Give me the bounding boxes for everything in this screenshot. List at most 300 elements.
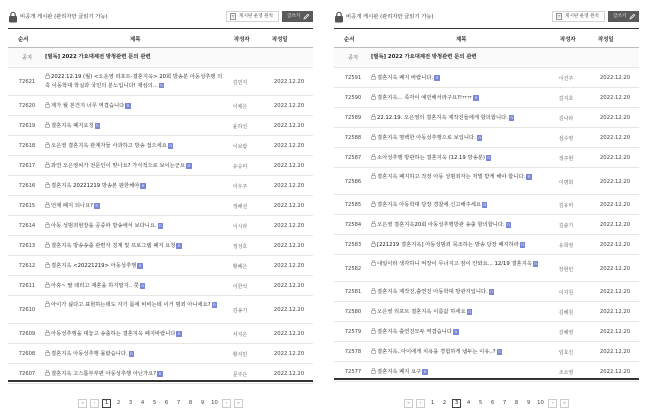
private-post-icon — [45, 370, 50, 376]
new-badge-icon: n — [95, 203, 99, 208]
column-header-title: 제목 — [130, 37, 141, 43]
post-date: 2022.12.20 — [273, 79, 305, 85]
post-title-link[interactable] — [45, 182, 227, 191]
post-title-text: 결혼지옥... 족각이 예민해서라구요?!ㅠㅠ — [377, 95, 473, 101]
page-4-button[interactable]: 4 — [140, 400, 145, 406]
post-author: 이명희 — [558, 180, 574, 186]
post-number: 72579 — [344, 329, 362, 335]
post-title-link[interactable] — [371, 94, 553, 103]
page-6-button[interactable]: 6 — [164, 400, 169, 406]
post-title-link[interactable] — [371, 260, 553, 269]
new-badge-icon: n — [160, 82, 163, 88]
pencil-icon — [629, 13, 636, 20]
private-post-icon — [371, 348, 376, 354]
last-page-button[interactable]: » — [234, 399, 243, 408]
table-row[interactable] — [8, 256, 313, 276]
pencil-icon — [303, 13, 310, 20]
table-header — [334, 28, 639, 48]
page-10-button[interactable]: 10 — [211, 400, 218, 406]
post-author: 이우주 — [232, 184, 248, 190]
post-title-text: 결혼지옥 폐지요청 — [51, 123, 94, 129]
private-post-icon — [371, 241, 376, 247]
table-row[interactable] — [8, 196, 313, 216]
post-date: 2022.12.20 — [273, 351, 305, 357]
document-icon — [556, 13, 562, 20]
post-date: 2022.12.20 — [599, 289, 631, 295]
column-header-title: 제목 — [456, 37, 467, 43]
column-header-number: 순서 — [344, 37, 355, 43]
post-number: 72612 — [18, 263, 36, 269]
notice-title[interactable]: [필독] 2022 가요대제전 방청관련 문의 관련 — [371, 54, 477, 60]
post-date: 2022.12.20 — [273, 331, 305, 337]
post-title-link[interactable] — [45, 142, 227, 151]
table-row[interactable] — [334, 88, 639, 108]
table-row[interactable] — [334, 168, 639, 195]
notice-title[interactable]: [필독] 2022 가요대제전 방청관련 문의 관련 — [45, 54, 151, 60]
table-row[interactable] — [8, 116, 313, 136]
private-post-icon — [45, 330, 50, 336]
board-access-note: 비공개 게시판 (관리자만 글읽기 가능) — [346, 14, 434, 20]
private-post-icon — [45, 222, 50, 228]
post-number: 72609 — [18, 331, 36, 337]
table-row[interactable] — [8, 236, 313, 256]
post-number: 72581 — [344, 289, 362, 295]
column-header-author: 작성자 — [234, 37, 250, 43]
lock-icon — [8, 11, 18, 23]
post-title-text: 22.12.19. 오은영의 결혼지옥 제작진들에게 항의합니다. — [377, 115, 508, 121]
prev-page-button[interactable]: ‹ — [90, 399, 99, 408]
post-number: 72618 — [18, 143, 36, 149]
new-badge-icon: n — [158, 371, 162, 376]
post-date: 2022.12.20 — [273, 223, 305, 229]
post-date: 2022.12.20 — [599, 179, 631, 185]
private-post-icon — [45, 182, 50, 188]
post-title-text: 결혼지옥 제작진,출연진 아동학대 방관자입니다. — [377, 289, 488, 295]
board-rules-label: 게시판 운영 원칙 — [239, 14, 273, 19]
post-date: 2022.12.20 — [599, 95, 631, 101]
post-author: 유희영 — [558, 243, 574, 249]
post-title-link[interactable] — [45, 162, 227, 171]
board-panel-left — [4, 0, 317, 414]
post-title-link[interactable] — [371, 221, 553, 230]
new-badge-icon: n — [169, 143, 172, 148]
post-title-link[interactable] — [371, 348, 553, 357]
post-number: 72589 — [344, 115, 362, 121]
private-post-icon — [371, 221, 376, 227]
new-badge-icon: n — [213, 302, 216, 307]
post-number: 72610 — [18, 307, 36, 313]
post-author: 이채은 — [232, 104, 248, 110]
post-table — [8, 28, 313, 384]
private-post-icon — [371, 154, 376, 160]
post-date: 2022.12.20 — [273, 283, 305, 289]
post-title-link[interactable] — [45, 262, 227, 271]
page-3-button[interactable]: 3 — [128, 400, 133, 406]
page-8-button[interactable]: 8 — [514, 400, 519, 406]
new-badge-icon: n — [498, 349, 501, 354]
new-badge-icon: n — [487, 155, 490, 160]
post-author: 문주은 — [232, 372, 248, 378]
post-author: 정성호 — [232, 244, 248, 250]
board-access-note: 비공개 게시판 (관리자만 글읽기 가능) — [20, 14, 108, 20]
post-title-text: 결혼지옥 출연진모두 역겹습니다 — [377, 329, 453, 335]
post-author: 임효진 — [558, 350, 574, 356]
write-label: 글쓰기 — [287, 14, 301, 19]
new-badge-icon: n — [521, 242, 524, 247]
column-header-date: 작성일 — [272, 37, 288, 43]
private-post-icon — [371, 308, 376, 314]
new-badge-icon: n — [141, 183, 145, 188]
post-number: 72591 — [344, 75, 362, 81]
post-title-text: 과연 오은영씨가 전문인이 맞나요? 가식적으로 보이는군요 — [51, 163, 186, 169]
post-author: 이시라 — [232, 224, 248, 230]
page-3-button[interactable]: 3 — [452, 399, 461, 408]
post-title-link[interactable] — [371, 368, 553, 377]
post-title-link[interactable] — [45, 330, 227, 339]
notice-label: 공지 — [347, 55, 359, 61]
post-title-text: 오은영 리포트 결혼지옥 이름값 하세요 — [377, 309, 466, 315]
post-number: 72616 — [18, 183, 36, 189]
post-date: 2022.12.20 — [599, 202, 631, 208]
post-date: 2022.12.20 — [273, 371, 305, 377]
post-title-text: 2022.12.19 (월) <오운영 리포트-결혼지옥> 20회 방송분 아동성추행 의혹 이동학대 학실과 국민의 분노입니다! 재심의... — [45, 74, 223, 89]
post-date: 2022.12.20 — [273, 103, 305, 109]
new-badge-icon: n — [177, 243, 181, 248]
board-topbar — [8, 10, 313, 24]
table-row[interactable] — [334, 235, 639, 255]
new-badge-icon: n — [534, 261, 537, 266]
new-badge-icon: n — [141, 283, 144, 288]
new-badge-icon: n — [474, 95, 478, 100]
post-date: 2022.12.20 — [273, 243, 305, 249]
table-row[interactable] — [8, 276, 313, 296]
post-title-text: 아이가 싫다고 표현하는데도 자기 몸에 비비는데 이거 범죄 아니에요? — [51, 302, 211, 308]
post-author: 심수영 — [558, 136, 574, 142]
private-post-icon — [371, 368, 376, 374]
post-number: 72580 — [344, 309, 362, 315]
post-title-link[interactable] — [45, 242, 227, 251]
post-date: 2022.12.20 — [273, 123, 305, 129]
post-title-link[interactable] — [45, 222, 227, 231]
post-title-link[interactable] — [45, 370, 227, 379]
table-row[interactable] — [8, 296, 313, 324]
post-title-link[interactable] — [371, 201, 553, 210]
lock-icon — [334, 11, 344, 23]
table-row[interactable] — [8, 156, 313, 176]
post-title-text: 아휴~ 딸 데리고 재혼을 하지말지.. 쯧 — [51, 283, 139, 289]
next-page-button[interactable]: › — [222, 399, 231, 408]
post-number: 72619 — [18, 123, 36, 129]
post-title-text: 결혼지옥 폐지하고 작정 아동 성범죄자는 처벌 받게 해야 합니다. — [377, 174, 526, 180]
new-badge-icon: n — [527, 174, 531, 179]
post-date: 2022.12.20 — [273, 203, 305, 209]
private-post-icon — [45, 122, 50, 128]
private-post-icon — [45, 202, 50, 208]
new-badge-icon: n — [126, 103, 130, 108]
post-number: 72588 — [344, 135, 362, 141]
private-post-icon — [371, 74, 376, 80]
table-row[interactable] — [334, 342, 639, 362]
post-date: 2022.12.20 — [599, 266, 631, 272]
post-title-text: 결혼지옥 방송송출 관련자 징계 및 프로그램 폐지 요청 — [51, 243, 176, 249]
document-icon — [230, 13, 236, 20]
post-author: 김지호 — [558, 96, 574, 102]
new-badge-icon: n — [187, 163, 191, 168]
post-date: 2022.12.20 — [599, 242, 631, 248]
page-5-button[interactable]: 5 — [152, 400, 157, 406]
post-author: 김송기 — [232, 308, 248, 314]
post-title-text: 제가 월 본건지 너무 역겹습니다 — [51, 103, 125, 109]
write-button[interactable] — [282, 11, 313, 22]
post-title-text: 결혼지옥..아이에게 치욕을 경험하게 냅두는 이유..? — [377, 349, 496, 355]
post-author: 김유미 — [558, 203, 574, 209]
post-author: 이한석 — [232, 284, 248, 290]
page-1-button[interactable]: 1 — [102, 399, 111, 408]
post-title-text: 결혼지옥 폐지 바랍니다. — [377, 75, 434, 81]
private-post-icon — [45, 162, 50, 168]
board-rules-button[interactable] — [226, 11, 279, 22]
post-title-text: 아동 성범죄현장을 공중파 방송에서 보다니요. — [51, 223, 157, 229]
post-author: 윤하선 — [232, 124, 248, 130]
post-author: 이지원 — [558, 290, 574, 296]
table-row[interactable] — [8, 68, 313, 96]
post-title-text: 결혼지옥 폐지 요구 — [377, 369, 422, 375]
new-badge-icon: n — [483, 202, 486, 207]
post-title-link[interactable] — [45, 301, 227, 310]
post-author: 장현민 — [558, 267, 574, 273]
table-row[interactable] — [8, 176, 313, 196]
page-7-button[interactable]: 7 — [502, 400, 507, 406]
column-header-date: 작성일 — [598, 37, 614, 43]
post-title-link[interactable] — [371, 308, 553, 317]
post-table — [334, 28, 639, 382]
new-badge-icon: n — [468, 309, 471, 314]
post-title-link[interactable] — [371, 173, 553, 182]
private-post-icon — [45, 301, 50, 307]
table-row[interactable] — [8, 136, 313, 156]
new-badge-icon: n — [454, 329, 458, 334]
board-panel-right — [330, 0, 643, 414]
post-number: 72621 — [18, 79, 36, 85]
new-badge-icon: n — [423, 369, 427, 374]
private-post-icon — [45, 242, 50, 248]
post-author: 유승미 — [232, 164, 248, 170]
new-badge-icon: n — [96, 123, 99, 128]
board-topbar — [334, 10, 639, 24]
new-badge-icon: n — [507, 222, 510, 227]
post-title-text: 언제 폐지 되나요? — [51, 203, 93, 209]
prev-page-button[interactable]: ‹ — [416, 399, 425, 408]
post-title-link[interactable] — [45, 102, 227, 111]
post-date: 2022.12.20 — [599, 349, 631, 355]
page-1-button[interactable]: 1 — [430, 400, 435, 406]
post-title-text: 소아성추행 방관하는 결혼지옥 (12.19 방송분) — [377, 155, 485, 161]
post-date: 2022.12.20 — [273, 307, 305, 313]
notice-label: 공지 — [21, 55, 33, 61]
private-post-icon — [45, 282, 50, 288]
page-5-button[interactable]: 5 — [478, 400, 483, 406]
private-post-icon — [371, 94, 376, 100]
table-row[interactable] — [334, 215, 639, 235]
private-post-icon — [371, 114, 376, 120]
table-row[interactable] — [8, 96, 313, 116]
post-author: 정해선 — [232, 204, 248, 210]
next-page-button[interactable]: › — [548, 399, 557, 408]
page-4-button[interactable]: 4 — [466, 400, 471, 406]
table-row[interactable] — [8, 344, 313, 364]
page-2-button[interactable]: 2 — [116, 400, 121, 406]
page-2-button[interactable]: 2 — [442, 400, 447, 406]
post-author: 황혜은 — [232, 264, 248, 270]
post-title-link[interactable] — [371, 134, 553, 143]
post-number: 72607 — [18, 371, 36, 377]
post-date: 2022.12.20 — [599, 75, 631, 81]
post-author: 정주현 — [558, 156, 574, 162]
post-title-text: 결혼지옥 20221219 방송본 판한해야 — [51, 183, 140, 189]
post-number: 72617 — [18, 163, 36, 169]
post-number: 72577 — [344, 369, 362, 375]
post-number: 72620 — [18, 103, 36, 109]
post-title-link[interactable] — [45, 202, 227, 211]
post-author: 김솔기 — [558, 223, 574, 229]
post-author: 이진주 — [558, 76, 574, 82]
post-number: 72613 — [18, 243, 36, 249]
new-badge-icon: n — [490, 289, 493, 294]
post-title-text: 오은영 결혼지옥20회 아동성추행방관 송출 항의합니다. — [377, 222, 505, 228]
table-header — [8, 28, 313, 48]
table-row[interactable] — [334, 282, 639, 302]
post-date: 2022.12.20 — [599, 155, 631, 161]
post-author: 김나라 — [558, 116, 574, 122]
post-title-text: 아동성추행을 대놓고 송출하는 결혼지옥 폐지바랍니다 — [51, 331, 176, 337]
post-number: 72614 — [18, 223, 36, 229]
new-badge-icon: n — [138, 263, 142, 268]
post-title-text: 결혼지옥 아동성추행 몰랐습니다. — [51, 351, 128, 357]
post-date: 2022.12.20 — [273, 163, 305, 169]
table-row[interactable] — [334, 302, 639, 322]
page-10-button[interactable]: 10 — [537, 400, 544, 406]
post-date: 2022.12.20 — [599, 369, 631, 375]
post-title-link[interactable] — [45, 350, 227, 359]
post-number: 72583 — [344, 242, 362, 248]
private-post-icon — [371, 173, 376, 179]
post-author: 서지은 — [232, 332, 248, 338]
table-row[interactable] — [334, 148, 639, 168]
column-header-number: 순서 — [18, 37, 29, 43]
page-6-button[interactable]: 6 — [490, 400, 495, 406]
post-title-link[interactable] — [45, 122, 227, 131]
table-bottom-divider — [334, 378, 639, 380]
table-row[interactable] — [334, 195, 639, 215]
post-number: 72590 — [344, 95, 362, 101]
post-author: 이보람 — [232, 144, 248, 150]
last-page-button[interactable]: » — [560, 399, 569, 408]
post-title-text: 결혼지옥 고스톱부부편 아동성추행 아닌가요? — [51, 371, 157, 377]
new-badge-icon: n — [478, 135, 481, 140]
page-7-button[interactable]: 7 — [176, 400, 181, 406]
post-title-link[interactable] — [371, 241, 553, 250]
new-badge-icon: n — [177, 331, 181, 336]
post-date: 2022.12.20 — [599, 115, 631, 121]
post-author: 김민지 — [232, 80, 248, 86]
column-header-author: 작성자 — [560, 37, 576, 43]
table-row[interactable] — [334, 322, 639, 342]
post-title-text: 내일이라 생각하니 억장이 무너지고 잠이 안와요... 12/19 결혼지옥 — [377, 261, 532, 267]
post-number: 72608 — [18, 351, 36, 357]
post-title-link[interactable] — [45, 73, 227, 90]
table-row[interactable] — [334, 128, 639, 148]
notice-row[interactable] — [334, 48, 639, 68]
post-number: 72615 — [18, 203, 36, 209]
private-post-icon — [371, 288, 376, 294]
post-title-text: 오은영 결혼지옥 관계자들 사과하고 방송 접으세요 — [51, 143, 167, 149]
post-date: 2022.12.20 — [273, 183, 305, 189]
new-badge-icon: n — [435, 75, 439, 80]
post-number: 72582 — [344, 266, 362, 272]
post-number: 72584 — [344, 222, 362, 228]
post-number: 72586 — [344, 179, 362, 185]
first-page-button[interactable]: « — [404, 399, 413, 408]
post-number: 72578 — [344, 349, 362, 355]
post-author: 김혜원 — [558, 310, 574, 316]
private-post-icon — [371, 134, 376, 140]
private-post-icon — [371, 260, 376, 266]
notice-row[interactable] — [8, 48, 313, 68]
pagination — [330, 399, 643, 411]
table-row[interactable] — [334, 108, 639, 128]
table-row[interactable] — [8, 324, 313, 344]
new-badge-icon: n — [510, 115, 513, 120]
post-title-link[interactable] — [371, 328, 553, 337]
post-author: 황지민 — [232, 352, 248, 358]
post-title-link[interactable] — [371, 114, 553, 123]
post-title-link[interactable] — [371, 74, 553, 83]
private-post-icon — [45, 102, 50, 108]
post-title-link[interactable] — [371, 154, 553, 163]
table-row[interactable] — [334, 68, 639, 88]
board-rules-button[interactable] — [552, 11, 605, 22]
private-post-icon — [45, 73, 50, 79]
private-post-icon — [371, 201, 376, 207]
table-row[interactable] — [334, 255, 639, 282]
table-row[interactable] — [8, 216, 313, 236]
private-post-icon — [371, 328, 376, 334]
post-title-text: 결혼지옥 <20221219> 아동성추행 — [51, 263, 137, 269]
post-date: 2022.12.20 — [599, 222, 631, 228]
page-9-button[interactable]: 9 — [526, 400, 531, 406]
post-number: 72611 — [18, 283, 36, 289]
private-post-icon — [45, 350, 50, 356]
page-9-button[interactable]: 9 — [200, 400, 205, 406]
post-date: 2022.12.20 — [599, 135, 631, 141]
write-button[interactable] — [608, 11, 639, 22]
private-post-icon — [45, 262, 50, 268]
new-badge-icon: n — [130, 351, 133, 356]
post-title-text: [221219 결혼지옥] 아동성범죄 묵조하는 방송 당장 폐지하라 — [377, 242, 519, 248]
post-date: 2022.12.20 — [599, 329, 631, 335]
post-title-link[interactable] — [371, 288, 553, 297]
post-date: 2022.12.20 — [273, 143, 305, 149]
table-bottom-divider — [8, 380, 313, 382]
private-post-icon — [45, 142, 50, 148]
post-number: 72585 — [344, 202, 362, 208]
first-page-button[interactable]: « — [78, 399, 87, 408]
post-title-text: 결혼지옥 명백한 아동성추행으로 보입니다. — [377, 135, 476, 141]
write-label: 글쓰기 — [613, 14, 627, 19]
post-date: 2022.12.20 — [599, 309, 631, 315]
post-title-link[interactable] — [45, 282, 227, 291]
page-8-button[interactable]: 8 — [188, 400, 193, 406]
